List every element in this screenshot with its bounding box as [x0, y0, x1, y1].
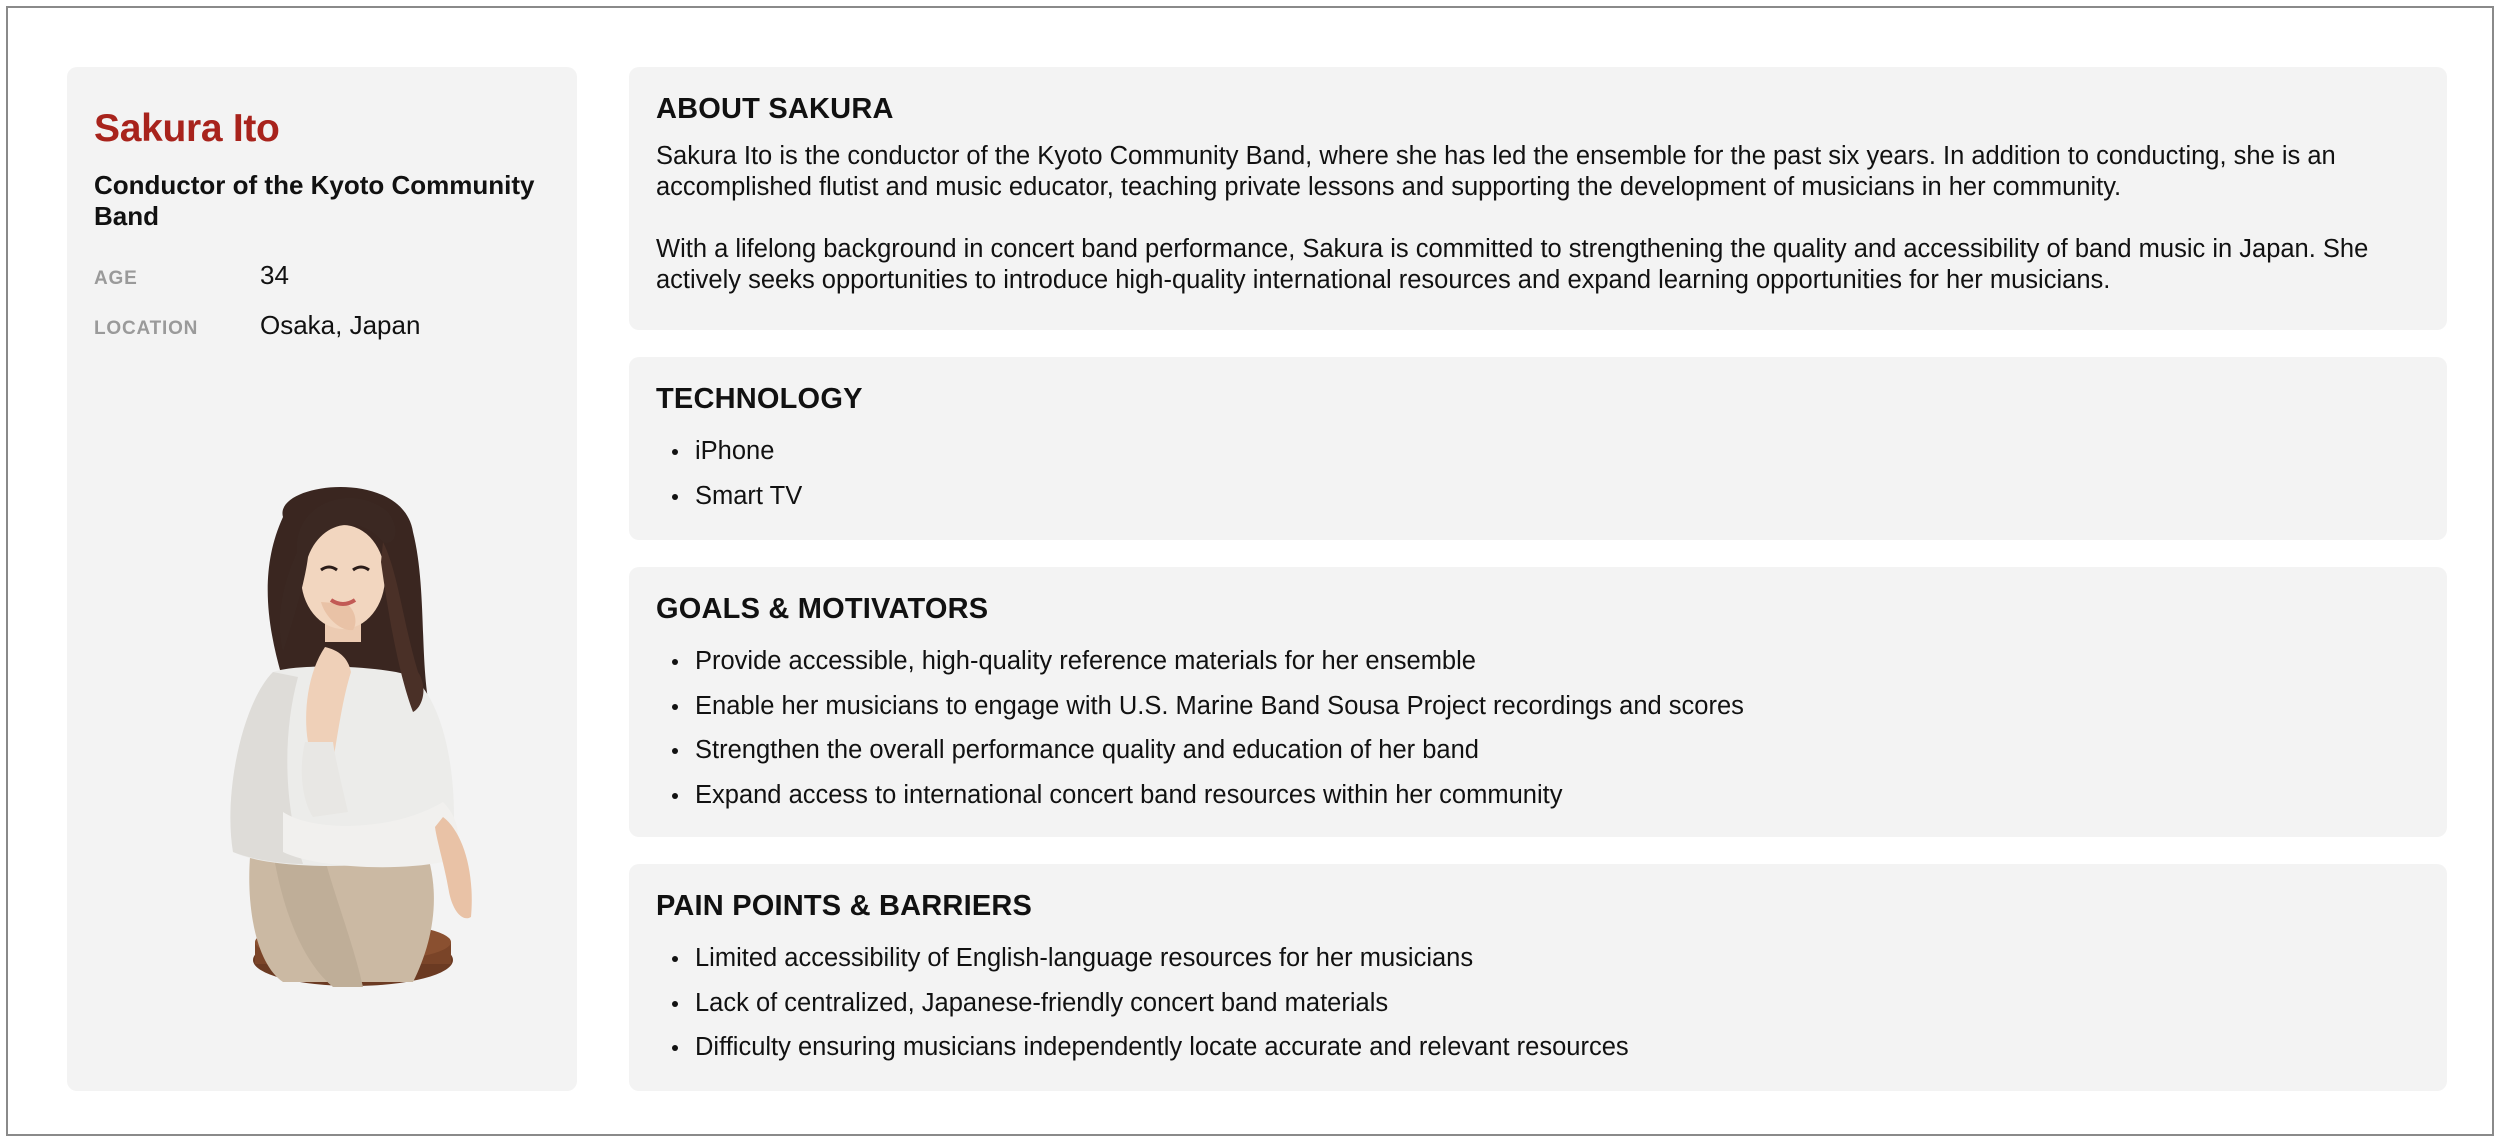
- meta-row-location: [94, 310, 550, 360]
- goals-list: [656, 639, 2420, 817]
- persona-name: Sakura Ito: [94, 107, 280, 150]
- list-item: Enable her musicians to engage with U.S. Marine Band Sousa Project recordings and scores: [656, 684, 2420, 729]
- list-item: Provide accessible, high-quality reference materials for her ensemble: [656, 639, 2420, 684]
- goals-title: GOALS & MOTIVATORS: [656, 593, 989, 625]
- persona-role: Conductor of the Kyoto Community Band: [94, 169, 535, 231]
- list-item: Expand access to international concert band resources within her community: [656, 773, 2420, 818]
- about-paragraph-1: Sakura Ito is the conductor of the Kyoto Community Band, where she has led the ensemble for the past six years. In addition to conducting, she is an accomplished flutist and music educator, teaching private lessons and supporting the development of musicians in her community.: [656, 142, 2336, 201]
- persona-meta: [94, 260, 550, 360]
- list-item: Lack of centralized, Japanese-friendly concert band materials: [656, 981, 2420, 1026]
- meta-label-age: AGE: [94, 267, 138, 289]
- list-item: iPhone: [656, 429, 2420, 474]
- list-item: Strengthen the overall performance quality and education of her band: [656, 728, 2420, 773]
- meta-label-location: LOCATION: [94, 317, 199, 339]
- about-paragraph-2: With a lifelong background in concert band performance, Sakura is committed to strengthening the quality and accessibility of band music in Japan. She actively seeks opportunities to introduce high-quality international resources and expand learning opportunities for her musicians.: [656, 235, 2369, 294]
- meta-value-location: Osaka, Japan: [260, 309, 421, 340]
- persona-frame: [6, 6, 2494, 1136]
- pain-points-section: [629, 864, 2447, 1091]
- about-section: [629, 67, 2447, 330]
- meta-row-age: [94, 260, 550, 310]
- technology-section: [629, 357, 2447, 540]
- technology-title: TECHNOLOGY: [656, 383, 863, 415]
- list-item: Limited accessibility of English-language resources for her musicians: [656, 936, 2420, 981]
- profile-card: [67, 67, 577, 1091]
- technology-list: [656, 429, 2420, 518]
- goals-section: [629, 567, 2447, 837]
- about-title: ABOUT SAKURA: [656, 93, 894, 125]
- list-item: Difficulty ensuring musicians independently locate accurate and relevant resources: [656, 1025, 2420, 1070]
- list-item: Smart TV: [656, 474, 2420, 519]
- pain-points-list: [656, 936, 2420, 1070]
- meta-value-age: 34: [260, 259, 289, 290]
- pain-points-title: PAIN POINTS & BARRIERS: [656, 890, 1033, 922]
- persona-photo: [213, 472, 513, 992]
